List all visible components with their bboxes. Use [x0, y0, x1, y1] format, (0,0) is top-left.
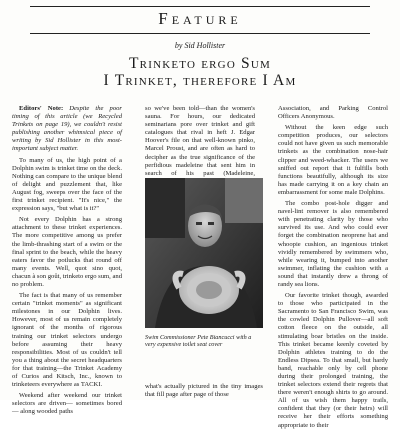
column-1 — [12, 105, 122, 416]
section-heading: Feature — [158, 9, 242, 28]
body-paragraph: Weekend after weekend our trinket selectors are driven— sometimes bored— along wooded paths — [12, 392, 122, 416]
body-paragraph: so we've been told—than the women's sauna. For hours, our dedicated seminarians pore over trinket and gift catalogues that rival in heft J. Edgar Hoover's file on that well-known pinko, Marcel Proust, and are often as hard to decipher as the true significance of the perfidious madeleine that sent him in search of his past (Madeleine, — [145, 105, 255, 177]
editors-note — [12, 105, 122, 154]
editors-note-text: Despite the poor timing of this article (we Recycled Trinkets on page 19), we couldn't resist publishing another whimsical piece of writing by Sid Hollister in this most-important subject matter. — [12, 105, 122, 153]
column-2 — [145, 105, 255, 177]
article-title — [0, 55, 400, 89]
photo-figure — [145, 178, 263, 353]
body-paragraph: Association, and Parking Control Officers Anonymous. — [278, 105, 388, 121]
body-paragraph: To many of us, the high point of a Dolphin swim is trinket time on the deck. Nothing can compare to the unique blend of delight and puzzlement that, like August fog, sweeps over the face of the first trinket recipient. "It's nice," the expression says, "but what is it?" — [12, 156, 122, 213]
column-2-continued — [145, 383, 263, 400]
editors-note-label: Editors' Note: — [19, 105, 64, 112]
column-3 — [278, 105, 388, 429]
photo-image — [145, 178, 263, 328]
body-paragraph: Without the keen edge such competition produces, our selectors could not have given us such memorable trinkets as the combination nose-hair clipper and weed-whacker. The users we sniffed out report that it fulfills both functions beautifully, although its size has made carrying it on a key chain an embarrassment for some male Dolphins. — [278, 124, 388, 196]
photo-swim-commissioner — [145, 178, 263, 328]
body-paragraph: The combo post-hole digger and navel-lint remover is also remembered with penetrating clarity by those who survived its use. And who could ever forget the combination neoprene hat and whoopie cushion, an ingenious trinket vividly remembered by swimmers who, while wearing it, bumped into another swimmer, inflating the cushion with a sound that instantly drew a throng of randy sea lions. — [278, 200, 388, 288]
body-paragraph: what's actually pictured in the tiny images that fill page after page of those — [145, 383, 263, 399]
byline: by Sid Hollister — [174, 41, 226, 50]
title-line-2: I Trinket, therefore I Am — [103, 72, 297, 89]
body-paragraph: Not every Dolphin has a strong attachment to these trinket experiences. The more competitive among us prefer the limb-thrashing start of a swim or the final sprint to the beach, while the heavy eaters favor the potlucks that round off many events. Well, quot sino quot, chacun à son goût, trinketo ergo sum, and no problem. — [12, 216, 122, 288]
title-line-1: Trinketo ergo Sum — [129, 55, 271, 72]
body-paragraph: Our favorite trinket though, awarded to those who participated in the Sacramento to San Francisco Swim, was the cowled Dolphin Pullover—all soft cotton fleece on the outside, all stimulating boar bristles on the inside. This trinket became keenly coveted by Dolphin athletes training to do the Endless Dipsea. To that small, but hardy band, reachable only by cell phone during their prolonged training, the trinket selectors extend their regrets that there weren't enough shirts to go around. All of us wish them happy trails, confident that they (or their heirs) will receive her their efforts something appropriate to their — [278, 292, 388, 429]
photo-caption: Swim Commissioner Pete Biancucci with a very expensive toilet seat cover — [145, 334, 252, 349]
body-paragraph: The fact is that many of us remember certain "trinket moments" as significant milestones in our Dolphin lives. However, most of us remain completely ignorant of the months of rigorous training our trinket selectors undergo before assuming their heavy responsibilities. Most of us couldn't tell you a thing about the secret headquarters for that training—the Trinket Academy of Curios and Kitsch, Inc., known to trinketeers everywhere as TACKI. — [12, 292, 122, 389]
